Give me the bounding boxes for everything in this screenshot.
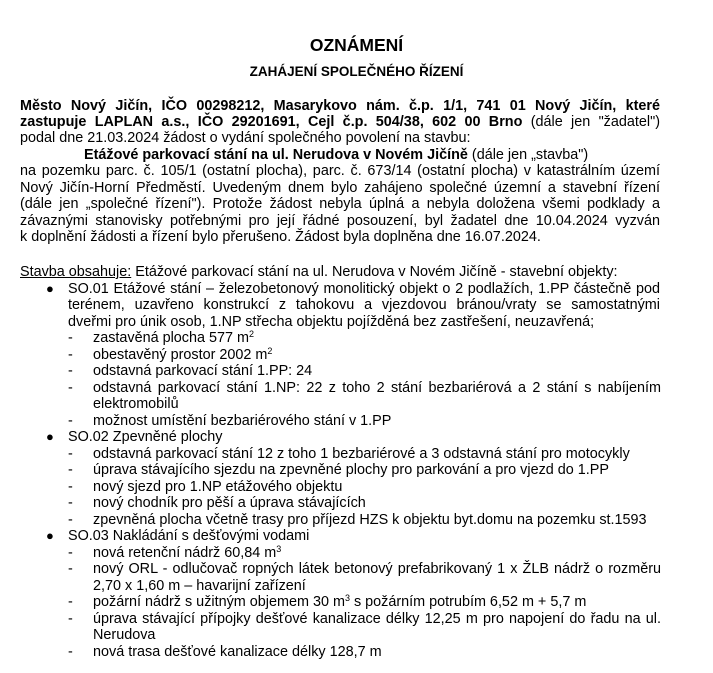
dash-icon: - [68, 512, 73, 528]
dash-icon: - [68, 347, 73, 363]
so01-line-2: terénem, uzavřeno konstrukcí z tahokovu a vjezdovou bránou/vraty se samostatnými [68, 297, 660, 313]
intro-line-7: (dále jen „společné řízení"). Protože žádost nebyla úplná a nebyla doložena všemi podklady a [20, 196, 660, 212]
dash-icon: - [68, 644, 73, 660]
so03-item-2: nový ORL - odlučovač ropných látek betonový prefabrikovaný 1 x ŽLB nádrž o rozměru [93, 561, 661, 577]
dash-icon: - [68, 594, 73, 610]
intro-line-3: podal dne 21.03.2024 žádost o vydání společného povolení na stavbu: [20, 130, 471, 146]
dash-icon: - [68, 462, 73, 478]
so03-line-1: SO.03 Nakládání s dešťovými vodami [68, 528, 310, 544]
intro-line-1: Město Nový Jičín, IČO 00298212, Masarykovo nám. č.p. 1/1, 741 01 Nový Jičín, které [20, 98, 660, 114]
bullet-icon: ● [46, 429, 54, 444]
so03-item-4: úprava stávající přípojky dešťové kanalizace délky 12,25 m pro napojení do řadu na ul. [93, 611, 661, 627]
so02-item-4: nový chodník pro pěší a úprava stávajících [93, 495, 366, 511]
so03-item-4-cont: Nerudova [93, 627, 156, 643]
so02-line-1: SO.02 Zpevněné plochy [68, 429, 223, 445]
so02-item-2: úprava stávajícího sjezdu na zpevněné plochy pro parkování a pro vjezd do 1.PP [93, 462, 609, 478]
so01-line-3: dveřmi pro únik osob, 1.NP střecha objektu pojížděná bez zastřešení, neuzavřená; [68, 314, 595, 330]
dash-icon: - [68, 330, 73, 346]
so01-item-5: možnost umístění bezbariérového stání v 1.PP [93, 413, 392, 429]
dash-icon: - [68, 561, 73, 577]
so01-item-2: obestavěný prostor 2002 $m^2$ [93, 346, 273, 363]
document-subtitle: ZAHÁJENÍ SPOLEČNÉHO ŘÍZENÍ [249, 64, 464, 79]
dash-icon: - [68, 380, 73, 396]
intro-line-2: zastupuje LAPLAN a.s., IČO 29201691, Cejl č.p. 504/38, 602 00 Brno (dále jen "žadatel") [20, 114, 660, 130]
so03-item-1: nová retenční nádrž 60,84 $m^3$ [93, 544, 282, 561]
so01-line-1: SO.01 Etážové stání – železobetonový monolitický objekt o 2 podlažích, 1.PP částečně pod [68, 281, 660, 297]
dash-icon: - [68, 545, 73, 561]
so02-item-1: odstavná parkovací stání 12 z toho 1 bezbariérové a 3 odstavná stání pro motocykly [93, 446, 630, 462]
so03-item-5: nová trasa dešťové kanalizace délky 128,7 m [93, 644, 382, 660]
so02-item-5: zpevněná plocha včetně trasy pro příjezd HZS k objektu byt.domu na pozemku st.1593 [93, 512, 647, 528]
document-title: OZNÁMENÍ [309, 35, 404, 55]
dash-icon: - [68, 479, 73, 495]
so02-item-3: nový sjezd pro 1.NP etážového objektu [93, 479, 343, 495]
stavba-heading: Stavba obsahuje: Etážové parkovací stání na ul. Nerudova v Novém Jičíně - stavební objekty: [20, 264, 618, 280]
intro-line-5: na pozemku parc. č. 105/1 (ostatní plocha), parc. č. 673/14 (ostatní plocha) v katastrálním území [20, 163, 660, 179]
dash-icon: - [68, 446, 73, 462]
bullet-icon: ● [46, 528, 54, 543]
so01-item-3: odstavná parkovací stání 1.PP: 24 [93, 363, 313, 379]
bullet-icon: ● [46, 281, 54, 296]
dash-icon: - [68, 495, 73, 511]
intro-line-8: závaznými stanovisky potřebnými pro její řádné posouzení, byl žadatel dne 10.04.2024 vyzván [20, 213, 660, 229]
so03-item-2-cont: 2,70 x 1,60 m – havarijní zařízení [93, 578, 306, 594]
dash-icon: - [68, 363, 73, 379]
so03-item-3: požární nádrž s užitným objemem 30 $m^3$ s požárním potrubím 6,52 m + 5,7 m [93, 593, 587, 610]
intro-line-6: Nový Jičín-Horní Předměstí. Uvedeným dnem bylo zahájeno společné územní a stavební řízení [20, 180, 660, 196]
dash-icon: - [68, 611, 73, 627]
so01-item-1: zastavěná plocha 577 $m^2$ [93, 329, 255, 346]
dash-icon: - [68, 413, 73, 429]
so01-item-4: odstavná parkovací stání 1.NP: 22 z toho 2 stání bezbariérová a 2 stání s nabíjením [93, 380, 661, 396]
intro-line-9: k doplnění žádosti a řízení bylo přerušeno. Žádost byla doplněna dne 16.07.2024. [20, 229, 541, 245]
so01-item-4-cont: elektromobilů [93, 396, 179, 412]
stavba-name: Etážové parkovací stání na ul. Nerudova v Novém Jičíně (dále jen „stavba") [84, 147, 589, 163]
